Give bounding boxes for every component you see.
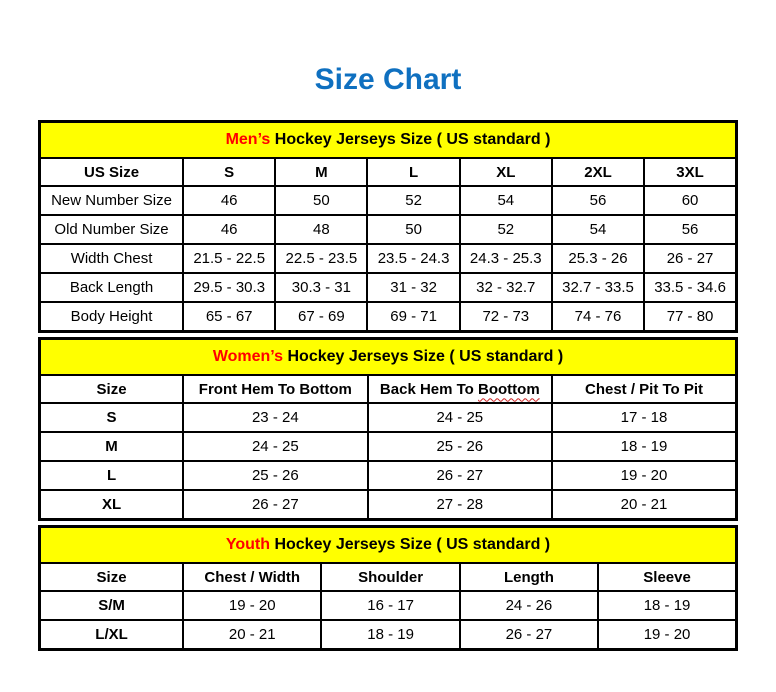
womens-cell-r2-c1: 25 - 26 bbox=[183, 461, 367, 490]
youth-col-header-3: Length bbox=[460, 563, 598, 591]
mens-row-0 bbox=[40, 186, 737, 215]
youth-section-title-row bbox=[40, 527, 737, 564]
youth-cell-r0-c3: 24 - 26 bbox=[460, 591, 598, 620]
womens-section-title bbox=[40, 339, 737, 376]
youth-section-title bbox=[40, 527, 737, 564]
youth-cell-r1-c1: 20 - 21 bbox=[183, 620, 321, 650]
mens-cell-r2-c6: 26 - 27 bbox=[644, 244, 736, 273]
mens-cell-r4-c6: 77 - 80 bbox=[644, 302, 736, 332]
womens-cell-r0-c3: 17 - 18 bbox=[552, 403, 736, 432]
mens-cell-r2-c5: 25.3 - 26 bbox=[552, 244, 644, 273]
mens-cell-r1-c4: 52 bbox=[460, 215, 552, 244]
womens-section-title-row bbox=[40, 339, 737, 376]
mens-cell-r0-c5: 56 bbox=[552, 186, 644, 215]
womens-row-label-3: XL bbox=[40, 490, 184, 520]
mens-cell-r0-c4: 54 bbox=[460, 186, 552, 215]
womens-row-label-2: L bbox=[40, 461, 184, 490]
mens-cell-r3-c3: 31 - 32 bbox=[367, 273, 459, 302]
womens-cell-r0-c1: 23 - 24 bbox=[183, 403, 367, 432]
mens-section-title-row bbox=[40, 122, 737, 159]
womens-cell-r2-c2: 26 - 27 bbox=[368, 461, 552, 490]
womens-cell-r3-c1: 26 - 27 bbox=[183, 490, 367, 520]
mens-col-header-4: XL bbox=[460, 158, 552, 186]
womens-cell-r1-c1: 24 - 25 bbox=[183, 432, 367, 461]
mens-cell-r3-c4: 32 - 32.7 bbox=[460, 273, 552, 302]
youth-row-1 bbox=[40, 620, 737, 650]
mens-size-table bbox=[38, 120, 738, 333]
youth-col-header-4: Sleeve bbox=[598, 563, 736, 591]
youth-col-header-1: Chest / Width bbox=[183, 563, 321, 591]
mens-cell-r3-c6: 33.5 - 34.6 bbox=[644, 273, 736, 302]
womens-row-1 bbox=[40, 432, 737, 461]
womens-col-header-2: Back Hem To Boottom bbox=[368, 375, 552, 403]
womens-column-header-row bbox=[40, 375, 737, 403]
mens-cell-r1-c2: 48 bbox=[275, 215, 367, 244]
youth-column-header-row bbox=[40, 563, 737, 591]
mens-cell-r4-c3: 69 - 71 bbox=[367, 302, 459, 332]
womens-cell-r1-c3: 18 - 19 bbox=[552, 432, 736, 461]
mens-section-title-rest: Hockey Jerseys Size ( US standard ) bbox=[270, 131, 551, 148]
mens-cell-r1-c3: 50 bbox=[367, 215, 459, 244]
misspelled-word: Boottom bbox=[478, 380, 540, 398]
womens-col-header-0: Size bbox=[40, 375, 184, 403]
youth-row-0 bbox=[40, 591, 737, 620]
mens-col-header-6: 3XL bbox=[644, 158, 736, 186]
mens-cell-r1-c5: 54 bbox=[552, 215, 644, 244]
womens-size-table bbox=[38, 337, 738, 521]
mens-row-4 bbox=[40, 302, 737, 332]
mens-col-header-0: US Size bbox=[40, 158, 184, 186]
mens-col-header-1: S bbox=[183, 158, 275, 186]
mens-cell-r2-c2: 22.5 - 23.5 bbox=[275, 244, 367, 273]
mens-cell-r1-c6: 56 bbox=[644, 215, 736, 244]
youth-col-header-0: Size bbox=[40, 563, 184, 591]
mens-section-title-accent: Men’s bbox=[225, 131, 271, 148]
mens-cell-r2-c1: 21.5 - 22.5 bbox=[183, 244, 275, 273]
page-title: Size Chart bbox=[314, 63, 462, 96]
mens-cell-r2-c3: 23.5 - 24.3 bbox=[367, 244, 459, 273]
mens-col-header-3: L bbox=[367, 158, 459, 186]
youth-cell-r0-c2: 16 - 17 bbox=[321, 591, 459, 620]
womens-cell-r2-c3: 19 - 20 bbox=[552, 461, 736, 490]
youth-cell-r1-c4: 19 - 20 bbox=[598, 620, 736, 650]
womens-col-header-1: Front Hem To Bottom bbox=[183, 375, 367, 403]
womens-row-3 bbox=[40, 490, 737, 520]
womens-col-header-3: Chest / Pit To Pit bbox=[552, 375, 736, 403]
mens-row-1 bbox=[40, 215, 737, 244]
mens-row-3 bbox=[40, 273, 737, 302]
youth-col-header-2: Shoulder bbox=[321, 563, 459, 591]
womens-row-0 bbox=[40, 403, 737, 432]
mens-cell-r3-c1: 29.5 - 30.3 bbox=[183, 273, 275, 302]
mens-cell-r0-c3: 52 bbox=[367, 186, 459, 215]
mens-cell-r1-c1: 46 bbox=[183, 215, 275, 244]
youth-cell-r1-c3: 26 - 27 bbox=[460, 620, 598, 650]
youth-section-title-rest: Hockey Jerseys Size ( US standard ) bbox=[270, 536, 551, 553]
mens-cell-r4-c2: 67 - 69 bbox=[275, 302, 367, 332]
womens-cell-r3-c2: 27 - 28 bbox=[368, 490, 552, 520]
mens-cell-r3-c2: 30.3 - 31 bbox=[275, 273, 367, 302]
size-tables-container bbox=[0, 120, 776, 651]
mens-cell-r0-c6: 60 bbox=[644, 186, 736, 215]
youth-row-label-1: L/XL bbox=[40, 620, 184, 650]
youth-size-table bbox=[38, 525, 738, 651]
mens-col-header-5: 2XL bbox=[552, 158, 644, 186]
mens-row-2 bbox=[40, 244, 737, 273]
mens-row-label-0: New Number Size bbox=[40, 186, 184, 215]
mens-cell-r4-c1: 65 - 67 bbox=[183, 302, 275, 332]
womens-section-title-accent: Women’s bbox=[212, 348, 284, 365]
mens-cell-r4-c4: 72 - 73 bbox=[460, 302, 552, 332]
womens-cell-r3-c3: 20 - 21 bbox=[552, 490, 736, 520]
youth-cell-r0-c4: 18 - 19 bbox=[598, 591, 736, 620]
mens-row-label-2: Width Chest bbox=[40, 244, 184, 273]
mens-cell-r3-c5: 32.7 - 33.5 bbox=[552, 273, 644, 302]
womens-cell-r1-c2: 25 - 26 bbox=[368, 432, 552, 461]
mens-row-label-3: Back Length bbox=[40, 273, 184, 302]
mens-cell-r4-c5: 74 - 76 bbox=[552, 302, 644, 332]
youth-row-label-0: S/M bbox=[40, 591, 184, 620]
mens-cell-r0-c2: 50 bbox=[275, 186, 367, 215]
mens-cell-r2-c4: 24.3 - 25.3 bbox=[460, 244, 552, 273]
womens-row-2 bbox=[40, 461, 737, 490]
mens-col-header-2: M bbox=[275, 158, 367, 186]
mens-cell-r0-c1: 46 bbox=[183, 186, 275, 215]
youth-section-title-accent: Youth bbox=[225, 536, 270, 553]
mens-column-header-row bbox=[40, 158, 737, 186]
mens-row-label-4: Body Height bbox=[40, 302, 184, 332]
mens-row-label-1: Old Number Size bbox=[40, 215, 184, 244]
womens-cell-r0-c2: 24 - 25 bbox=[368, 403, 552, 432]
womens-row-label-0: S bbox=[40, 403, 184, 432]
youth-cell-r1-c2: 18 - 19 bbox=[321, 620, 459, 650]
womens-section-title-rest: Hockey Jerseys Size ( US standard ) bbox=[283, 348, 564, 365]
mens-section-title bbox=[40, 122, 737, 159]
womens-row-label-1: M bbox=[40, 432, 184, 461]
youth-cell-r0-c1: 19 - 20 bbox=[183, 591, 321, 620]
